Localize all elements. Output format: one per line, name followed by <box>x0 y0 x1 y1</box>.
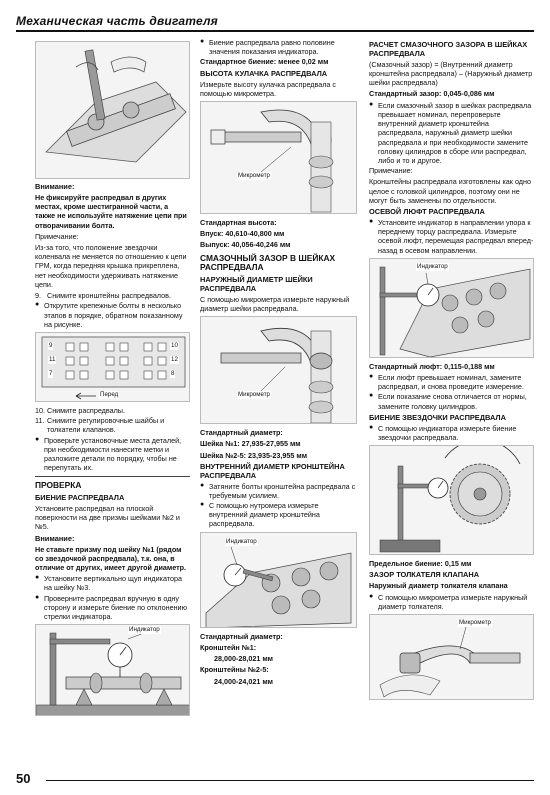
column-1 <box>35 38 190 720</box>
step-10 <box>35 406 190 415</box>
bolt-label-9: 9 <box>49 341 53 349</box>
bullet-exceeds: ● Если смазочный зазор в шейках распредвала превышает номинал, перепроверьте внутренний диаметр кронштейна распредвала, наружный диаметр шейки распредвала и при необходимости замените головку цилиндров в сборе или распредвал, либо и то и другое. <box>369 101 534 166</box>
cam-height-text: Измерьте высоту кулачка распредвала с помощью микрометра. <box>200 79 337 98</box>
divider <box>35 476 190 477</box>
calc-std: Стандартный зазор: 0,045-0,086 мм <box>369 89 495 99</box>
journal-od-title: НАРУЖНЫЙ ДИАМЕТР ШЕЙКИ РАСПРЕДВАЛА <box>200 274 313 293</box>
note-text: Кронштейны распредвала изготовлены как одно целое с головкой цилиндров, поэтому они не могут быть заменены по отдельности. <box>369 177 531 205</box>
id-bracket-2-5-label: Кронштейны №2-5: <box>200 665 269 675</box>
note-title: Примечание: <box>369 166 413 176</box>
figure-bore-gauge <box>200 532 357 628</box>
axial-title: ОСЕВОЙ ЛЮФТ РАСПРЕДВАЛА <box>369 207 485 217</box>
figure-sprocket-runout <box>369 445 534 555</box>
bracket-id-title: ВНУТРЕННИЙ ДИАМЕТР КРОНШТЕЙНА РАСПРЕДВАЛА <box>200 461 345 480</box>
bolt-label-12: 12 <box>171 355 178 363</box>
page-number: 50 <box>16 771 31 786</box>
figure-bolt-order <box>35 332 190 402</box>
calc-title: РАСЧЕТ СМАЗОЧНОГО ЗАЗОРА В ШЕЙКАХ РАСПРЕДВАЛА <box>369 40 528 58</box>
micrometer-label-1: Микрометр <box>238 171 270 179</box>
bolt-label-7: 7 <box>49 369 53 377</box>
bullet-rotate: ● Проверните распредвал вручную в одну сторону и измерьте биение по отклонению стрелки индикатора. <box>35 594 190 622</box>
bolt-label-10: 10 <box>171 341 178 349</box>
clearance-title: СМАЗОЧНЫЙ ЗАЗОР В ШЕЙКАХ РАСПРЕДВАЛА <box>200 252 336 273</box>
check-title: ПРОВЕРКА <box>35 480 82 491</box>
step-9 <box>35 291 190 300</box>
bullet-half-value: ● Биение распредвала равно половине значения показания индикатора. <box>200 38 357 56</box>
runout-text: Установите распредвал на плоской поверхности на две призмы шейками №2 и №5. <box>35 504 180 532</box>
step-9-text: Снимите кронштейны распредвалов. <box>47 291 171 301</box>
bullet-sprocket: ● С помощью индикатора измерьте биение звездочки распредвала. <box>369 424 534 442</box>
bullet-bore-gauge: ● С помощью нутромера измерьте внутренний диаметр кронштейна распредвала. <box>200 501 357 529</box>
bolt-label-8: 8 <box>171 369 175 377</box>
bullet-tighten: ● Затяните болты кронштейна распредвала с требуемым усилием. <box>200 482 357 500</box>
bullet-axial-measure: ● Установите индикатор в направлении упора к переднему торцу распредвала. Измерьте осевой люфт, перемещая распредвал вперед-назад в осевом направлении. <box>369 218 534 255</box>
bullet-marks: ● Проверьте установочные места деталей, при необходимости нанесите метки и разложите детали по порядку, чтобы не перепутать их. <box>35 436 190 473</box>
note-1-text: Из-за того, что положение звездочки коленвала не меняется по отношению к цепи ГРМ, когда передняя крышка прикреплена, нет необходимости удерживать натяжение цепи. <box>35 242 187 289</box>
step-11 <box>35 416 190 434</box>
column-3 <box>369 38 534 704</box>
micrometer-label-3: Микрометр <box>459 618 491 626</box>
od-std-title: Стандартный диаметр: <box>200 428 283 438</box>
od-journal-2-5: Шейка №2-5: 23,935-23,955 мм <box>200 450 308 460</box>
attention-1-text: Не фиксируйте распредвал в других местах, кроме шестигранной части, а также не используйте натяжение цепи при отворачивании болта. <box>35 192 187 230</box>
figure-cam-micrometer <box>200 101 357 214</box>
figure-lifter-micrometer <box>369 614 534 700</box>
note-1-title: Примечание: <box>35 231 79 241</box>
indicator-label-3: Индикатор <box>417 262 448 270</box>
std-runout: Стандартное биение: менее 0,02 мм <box>200 57 329 67</box>
id-bracket-1-label: Кронштейн №1: <box>200 642 257 652</box>
id-std-title: Стандартный диаметр: <box>200 631 283 641</box>
front-label: Перед <box>100 390 119 398</box>
bullet-replace-camshaft: ● Если люфт превышает номинал, замените распредвал, и снова проведите измерение. <box>369 373 534 391</box>
step-11-number: 11. <box>35 416 45 426</box>
attention-2-text: Не ставьте призму под шейку №1 (рядом со звездочкой распредвала), т.к. она, в отличие от других, имеет другой диаметр. <box>35 544 187 572</box>
bullet-replace-head: ● Если показание снова отличается от нормы, замените головку цилиндров. <box>369 392 534 410</box>
cam-height-title: ВЫСОТА КУЛАЧКА РАСПРЕДВАЛА <box>200 68 328 78</box>
indicator-label-2: Индикатор <box>226 537 257 545</box>
id-bracket-1-value: 28,000-28,021 мм <box>214 654 273 664</box>
lifter-title: ЗАЗОР ТОЛКАТЕЛЯ КЛАПАНА <box>369 570 480 580</box>
micrometer-label-2: Микрометр <box>238 391 270 399</box>
step-11-text: Снимите регулировочные шайбы и толкатели клапанов. <box>47 416 165 435</box>
calc-formula: (Смазочный зазор) = (Внутренний диаметр кронштейна распредвала) – (Наружный диаметр шейки распредвала) <box>369 59 533 88</box>
cam-exhaust: Выпуск: 40,056-40,246 мм <box>200 240 291 250</box>
bolt-label-11: 11 <box>49 355 56 363</box>
step-10-number: 10. <box>35 405 45 415</box>
figure-camshaft-wrench <box>35 41 190 179</box>
footer-rule <box>46 780 534 781</box>
lifter-subtitle: Наружный диаметр толкателя клапана <box>369 581 508 591</box>
column-2 <box>200 38 357 688</box>
figure-axial-play <box>369 258 534 358</box>
indicator-label: Индикатор <box>129 626 160 634</box>
bullet-unscrew: ● Открутите крепежные болты в несколько этапов в порядке, обратном показанному на рисунке. <box>35 301 190 329</box>
journal-od-text: С помощью микрометра измерьте наружный диаметр шейки распредвала. <box>200 294 350 313</box>
attention-2-title: Внимание: <box>35 533 75 543</box>
figure-journal-micrometer <box>200 316 357 424</box>
step-10-text: Снимите распредвалы. <box>47 405 125 415</box>
cam-intake: Впуск: 40,610-40,800 мм <box>200 229 285 239</box>
cam-std-title: Стандартная высота: <box>200 217 277 227</box>
sprocket-title: БИЕНИЕ ЗВЕЗДОЧКИ РАСПРЕДВАЛА <box>369 412 506 422</box>
page-title: Механическая часть двигателя <box>16 14 218 28</box>
bullet-probe: ● Установите вертикально щуп индикатора на шейку №3. <box>35 574 190 592</box>
od-journal-1: Шейка №1: 27,935-27,955 мм <box>200 439 301 449</box>
step-9-number: 9. <box>35 291 41 301</box>
axial-std: Стандартный люфт: 0,115-0,188 мм <box>369 361 495 371</box>
attention-1-title: Внимание: <box>35 182 75 191</box>
bullet-lifter: ● С помощью микрометра измерьте наружный диаметр толкателя. <box>369 593 534 611</box>
page-header <box>16 10 534 32</box>
sprocket-limit: Предельное биение: 0,15 мм <box>369 559 472 569</box>
id-bracket-2-5-value: 24,000-24,021 мм <box>214 676 273 686</box>
runout-title: БИЕНИЕ РАСПРЕДВАЛА <box>35 493 125 503</box>
figure-runout-indicator <box>35 624 190 716</box>
